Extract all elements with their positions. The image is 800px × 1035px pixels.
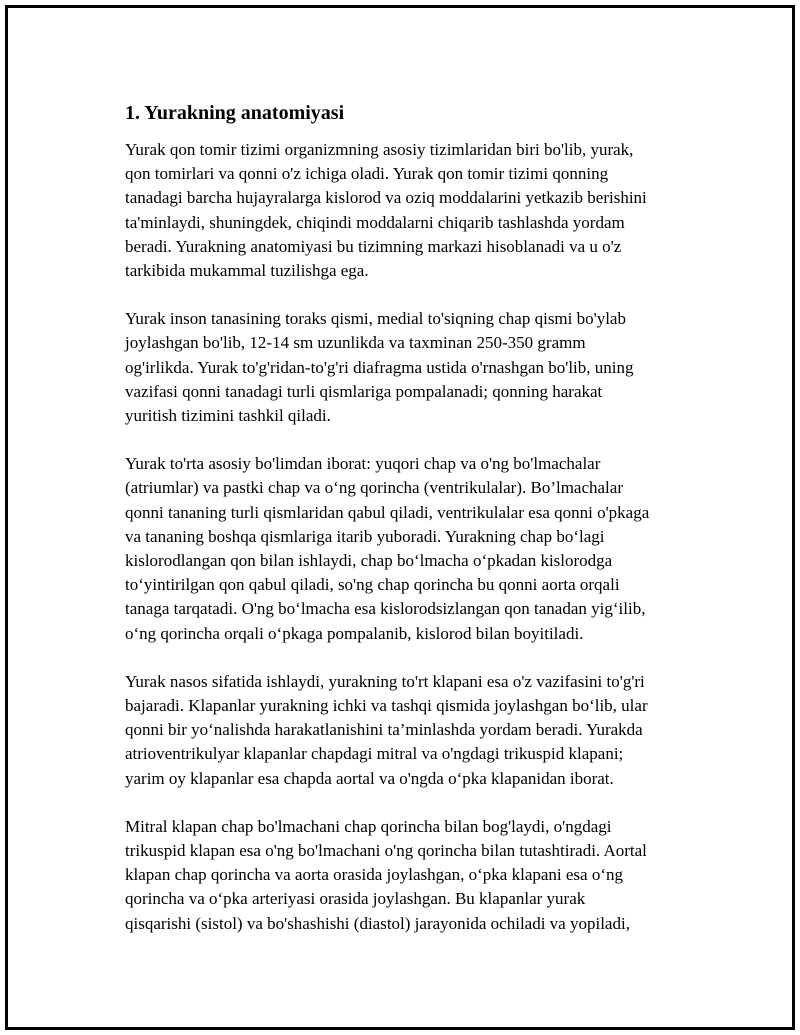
paragraph-3: [125, 452, 710, 646]
text-line: ta'minlaydi, shuningdek, chiqindi moddalarni chiqarib tashlashda yordam: [125, 212, 625, 232]
text-line: og'irlikda. Yurak to'g'ridan-to'g'ri diafragma ustida o'rnashgan bo'lib, uning: [125, 357, 634, 377]
text-line: (atriumlar) va pastki chap va o‘ng qorincha (ventrikulalar). Bo’lmachalar: [125, 478, 623, 498]
text-line: qisqarishi (sistol) va bo'shashishi (diastol) jarayonida ochiladi va yopiladi,: [125, 913, 630, 933]
text-line: tarkibida mukammal tuzilishga ega.: [125, 261, 369, 281]
text-line: Yurak nasos sifatida ishlaydi, yurakning to'rt klapani esa o'z vazifasini to'g'ri: [125, 671, 645, 691]
paragraph-4: [125, 670, 710, 791]
text-line: Yurak to'rta asosiy bo'limdan iborat: yuqori chap va o'ng bo'lmachalar: [125, 454, 601, 474]
text-line: atrioventrikulyar klapanlar chapdagi mitral va o'ngdagi trikuspid klapani;: [125, 744, 624, 764]
text-line: trikuspid klapan esa o'ng bo'lmachani o'ng qorincha bilan tutashtiradi. Aortal: [125, 841, 647, 861]
text-line: qonni tananing turli qismlaridan qabul qiladi, ventrikulalar esa qonni o'pkaga: [125, 502, 650, 522]
text-line: o‘ng qorincha orqali o‘pkaga pompalanib, kislorod bilan boyitiladi.: [125, 623, 584, 643]
text-line: bajaradi. Klapanlar yurakning ichki va tashqi qismida joylashgan bo‘lib, ular: [125, 696, 648, 716]
text-line: beradi. Yurakning anatomiyasi bu tizimning markazi hisoblanadi va u o'z: [125, 236, 622, 256]
text-line: Mitral klapan chap bo'lmachani chap qorincha bilan bog'laydi, o'ngdagi: [125, 816, 612, 836]
text-line: va tananing boshqa qismlariga itarib yuboradi. Yurakning chap bo‘lagi: [125, 526, 605, 546]
text-line: tanaga tarqatadi. O'ng bo‘lmacha esa kislorodsizlangan qon tanadan yig‘ilib,: [125, 599, 646, 619]
text-line: qonni bir yo‘nalishda harakatlanishini ta’minlashda yordam beradi. Yurakda: [125, 720, 643, 740]
text-line: yuritish tizimini tashkil qiladi.: [125, 406, 331, 426]
paragraph-2: [125, 307, 710, 428]
paragraph-5: [125, 815, 710, 936]
document-body: [120, 96, 710, 960]
text-line: to‘yintirilgan qon qabul qiladi, so'ng chap qorincha bu qonni aorta orqali: [125, 575, 620, 595]
text-line: Yurak inson tanasining toraks qismi, medial to'siqning chap qismi bo'ylab: [125, 309, 626, 329]
text-line: klapan chap qorincha va aorta orasida joylashgan, o‘pka klapani esa o‘ng: [125, 865, 624, 885]
text-line: kislorodlangan qon bilan ishlaydi, chap bo‘lmacha o‘pkadan kislorodga: [125, 551, 613, 571]
page-frame: [5, 5, 795, 1030]
text-line: tanadagi barcha hujayralarga kislorod va oziq moddalarini yetkazib berishini: [125, 188, 647, 208]
text-line: yarim oy klapanlar esa chapda aortal va o'ngda o‘pka klapanidan iborat.: [125, 768, 614, 788]
paragraph-1: [125, 138, 710, 283]
text-line: qorincha va o‘pka arteriyasi orasida joylashgan. Bu klapanlar yurak: [125, 889, 586, 909]
section-heading: 1. Yurakning anatomiyasi: [125, 102, 345, 124]
text-line: Yurak qon tomir tizimi organizmning asosiy tizimlaridan biri bo'lib, yurak,: [125, 140, 634, 159]
text-line: vazifasi qonni tanadagi turli qismlariga pompalanadi; qonning harakat: [125, 381, 603, 401]
text-line: joylashgan bo'lib, 12-14 sm uzunlikda va taxminan 250-350 gramm: [125, 333, 586, 353]
text-line: qon tomirlari va qonni o'z ichiga oladi. Yurak qon tomir tizimi qonning: [125, 164, 609, 184]
